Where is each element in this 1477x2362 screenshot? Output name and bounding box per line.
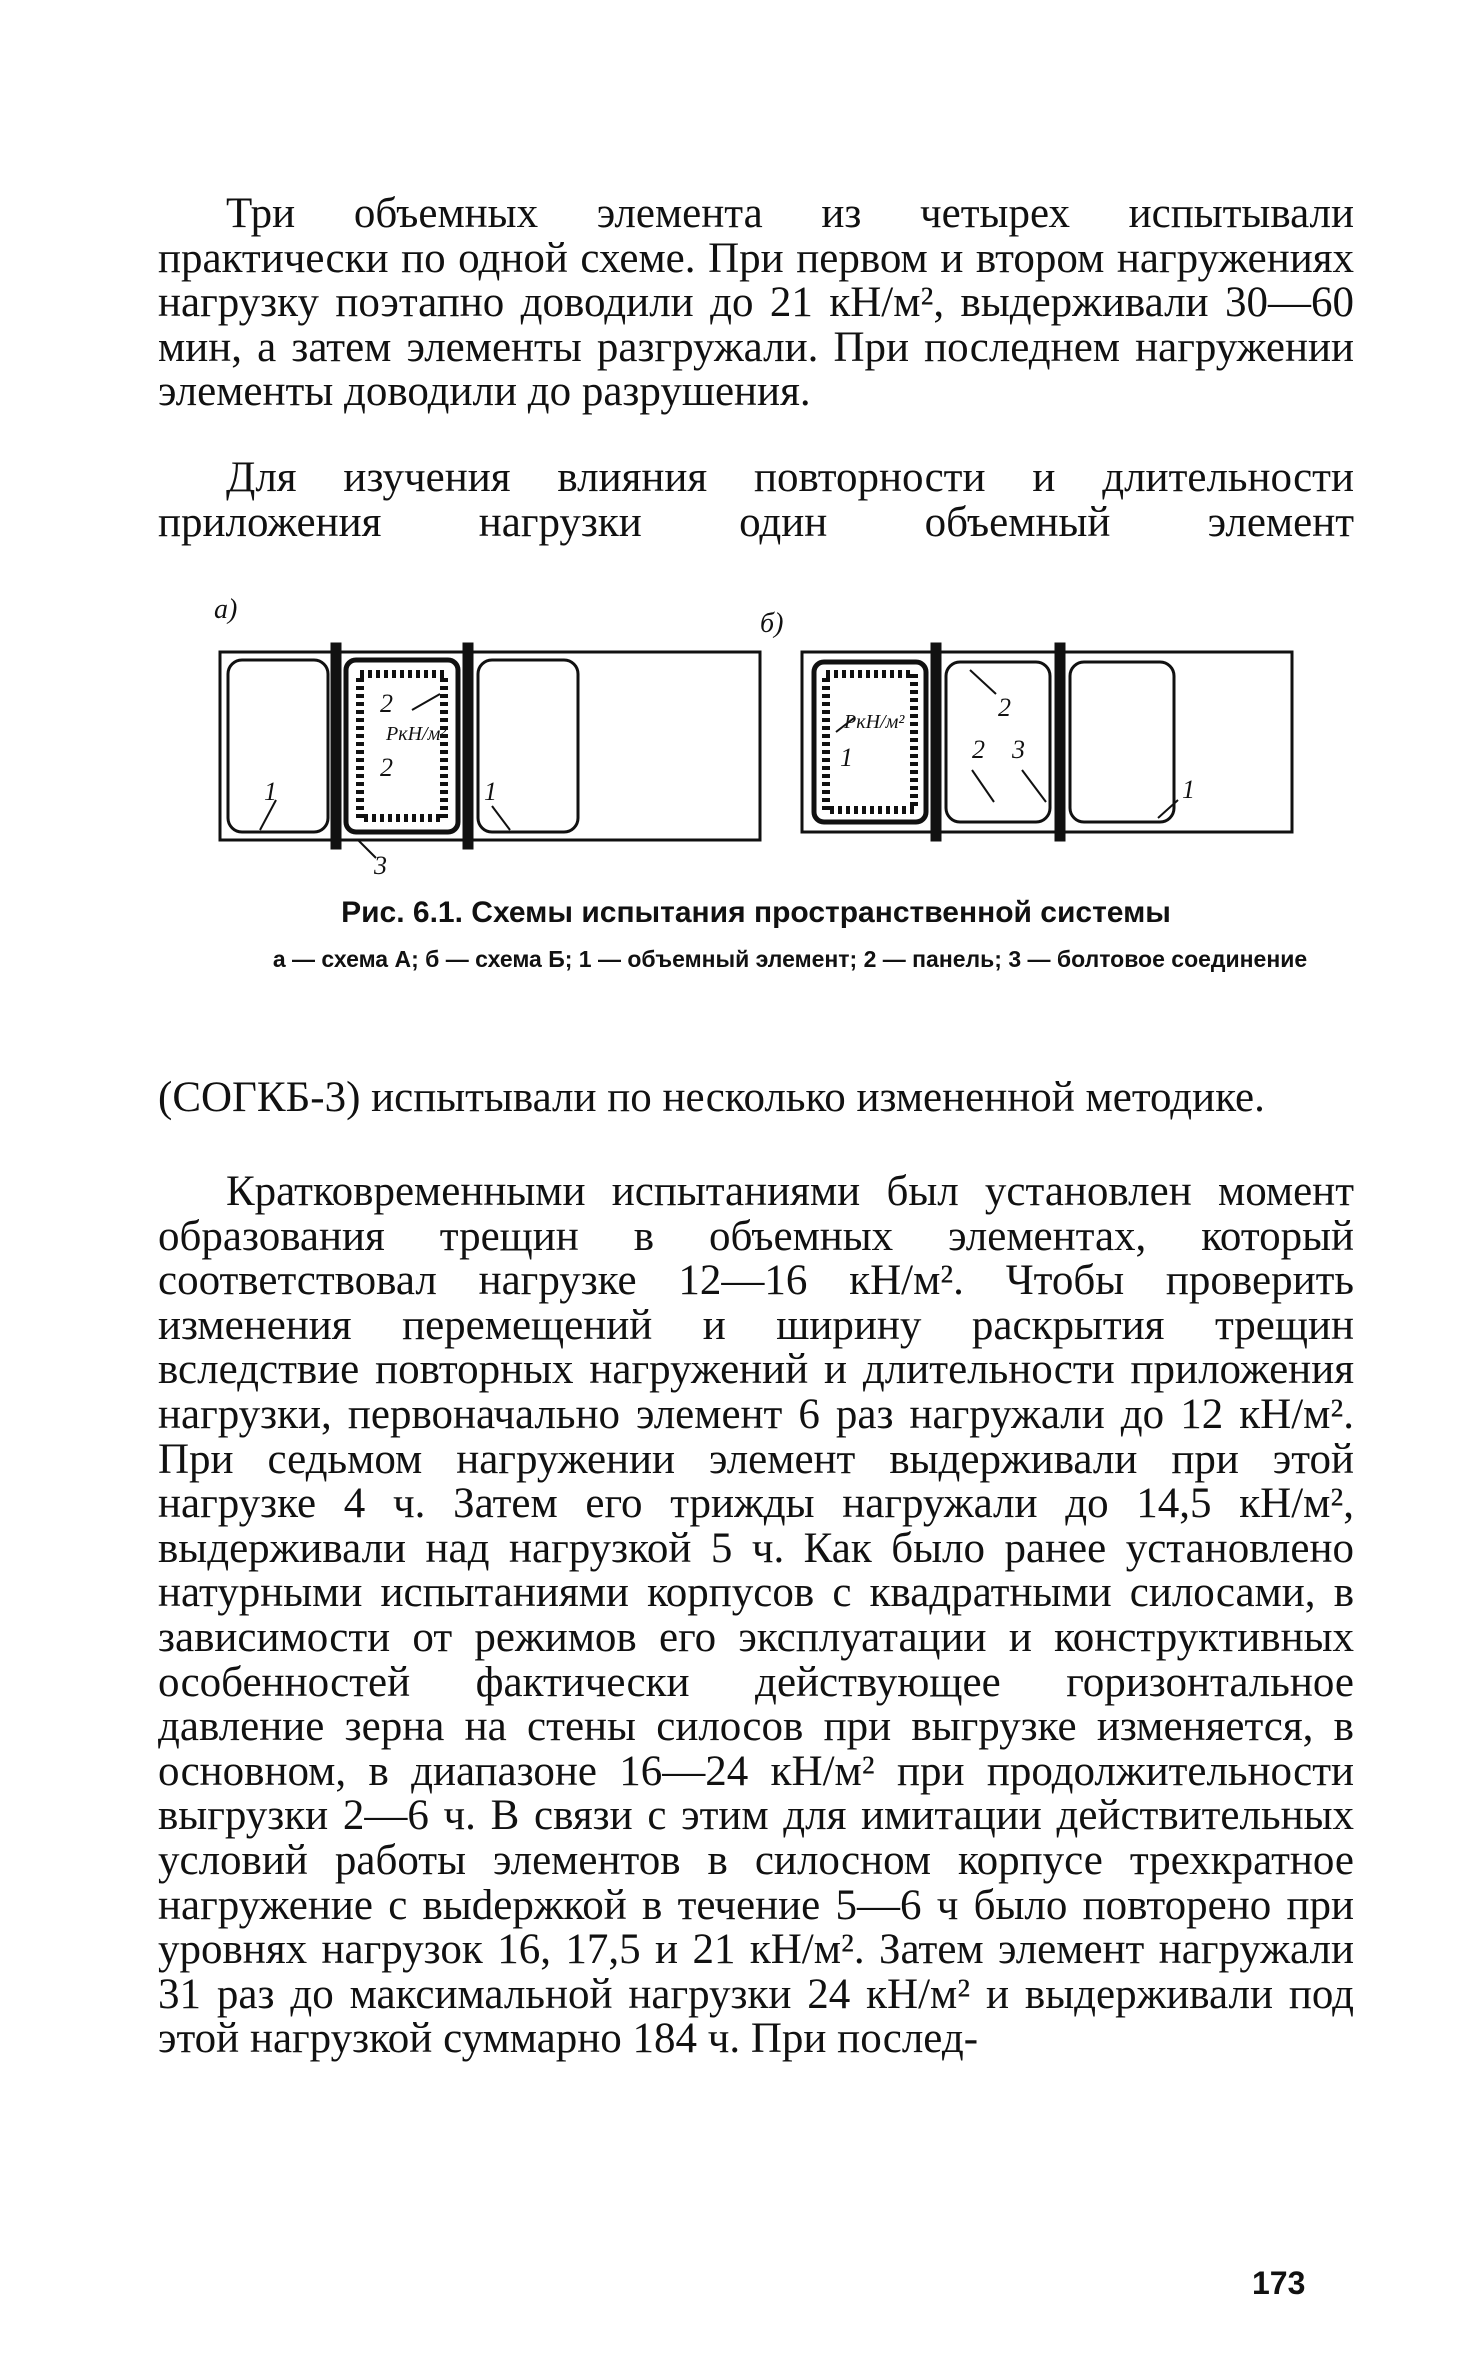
figure-caption-title: Рис. 6.1. Схемы испытания пространственной системы [341,896,1171,929]
scheme-b-num-2-top: 2 [998,693,1011,722]
paragraph-test-scheme: Три объемных элемента из четырех испытывали практически по одной схеме. При первом и втором нагружениях нагрузку поэтапно доводили до 21 кН/м², выдерживали 30—60 мин, а затем элементы разгружали. При последнем нагружении элементы доводили до разрушения. [158,190,1354,416]
scheme-a-loaded-panel [360,674,444,818]
scheme-b-num-1-right: 1 [1182,775,1195,804]
test-scheme-diagram [200,590,1340,890]
figure-6-1 [200,590,1340,890]
scheme-a-joint-right [464,644,472,848]
scheme-b-joint-right [1056,644,1064,840]
label-scheme-a: а) [214,594,238,625]
figure-caption-legend: а — схема А; б — схема Б; 1 — объемный элемент; 2 — панель; 3 — болтовое соединение [272,946,1308,972]
scheme-a-num-2-top: 2 [380,689,393,718]
scheme-a-num-1-left: 1 [264,777,277,806]
label-scheme-b: б) [760,608,784,639]
scheme-b-joint-left [932,644,940,840]
paragraph-sogkb-method: (СОГКБ-3) испытывали по несколько измененной методике. [158,1074,1265,1121]
page-number: 173 [1252,2265,1306,2301]
scheme-b-outer-frame [802,652,1292,832]
scheme-a-num-2-bottom: 2 [380,753,393,782]
scheme-b-element-loaded [814,662,926,822]
scheme-b-num-1-loaded: 1 [840,743,853,772]
scheme-a-num-1-right: 1 [484,777,497,806]
paragraph-load-history: Кратковременными испытаниями был установлен момент образования трещин в объемных элементах, который соответствовал нагрузке 12—16 кН/м². Чтобы проверить изменения перемещений и ширину раскрытия трещин вследствие повторных нагружений и длительности приложения нагрузки, первоначально элемент 6 раз нагружали до 12 кН/м². При седьмом нагружении элемент выдерживали при этой нагрузке 4 ч. Затем его трижды нагружали до 14,5 кН/м², выдерживали над нагрузкой 5 ч. Как было ранее установлено натурными испытаниями корпусов с квадратными силосами, в зависимости от режимов его эксплуатации и конструктивных особенностей фактически действующее горизонтальное давление зерна на стены силосов при выгрузке изменяется, в основном, в диапазоне 16—24 кН/м² при продолжительности выгрузки 2—6 ч. В связи с этим для имитации действительных условий работы элементов в силосном корпусе трехкратное нагружение с выdержкой в течение 5—6 ч было повторено при уровнях нагрузок 16, 17,5 и 21 кН/м². Затем элемент нагружали 31 раз до максимальной нагрузки 24 кН/м² и выдерживали под этой нагрузкой суммарно 184 ч. При послед- [158,1168,1354,2063]
scheme-a-num-3: 3 [374,851,387,880]
paragraph-repeat-load-intro: Для изучения влияния повторности и длительности приложения нагрузки один объемный элемент [158,454,1354,546]
scheme-a-load-label: PкН/м² [386,723,447,745]
scheme-a-outer-frame [220,652,760,840]
scheme-b-element-middle [946,662,1050,822]
scheme-b-loaded-panel [826,674,914,810]
scheme-b-num-2-bottom: 2 [972,735,985,764]
scheme-a-joint-left [332,644,340,848]
scheme-b-load-label: PкН/м² [844,711,905,733]
scheme-b-element-right [1070,662,1174,822]
scheme-a-element-left [228,660,328,832]
scheme-b-num-3: 3 [1012,735,1025,764]
